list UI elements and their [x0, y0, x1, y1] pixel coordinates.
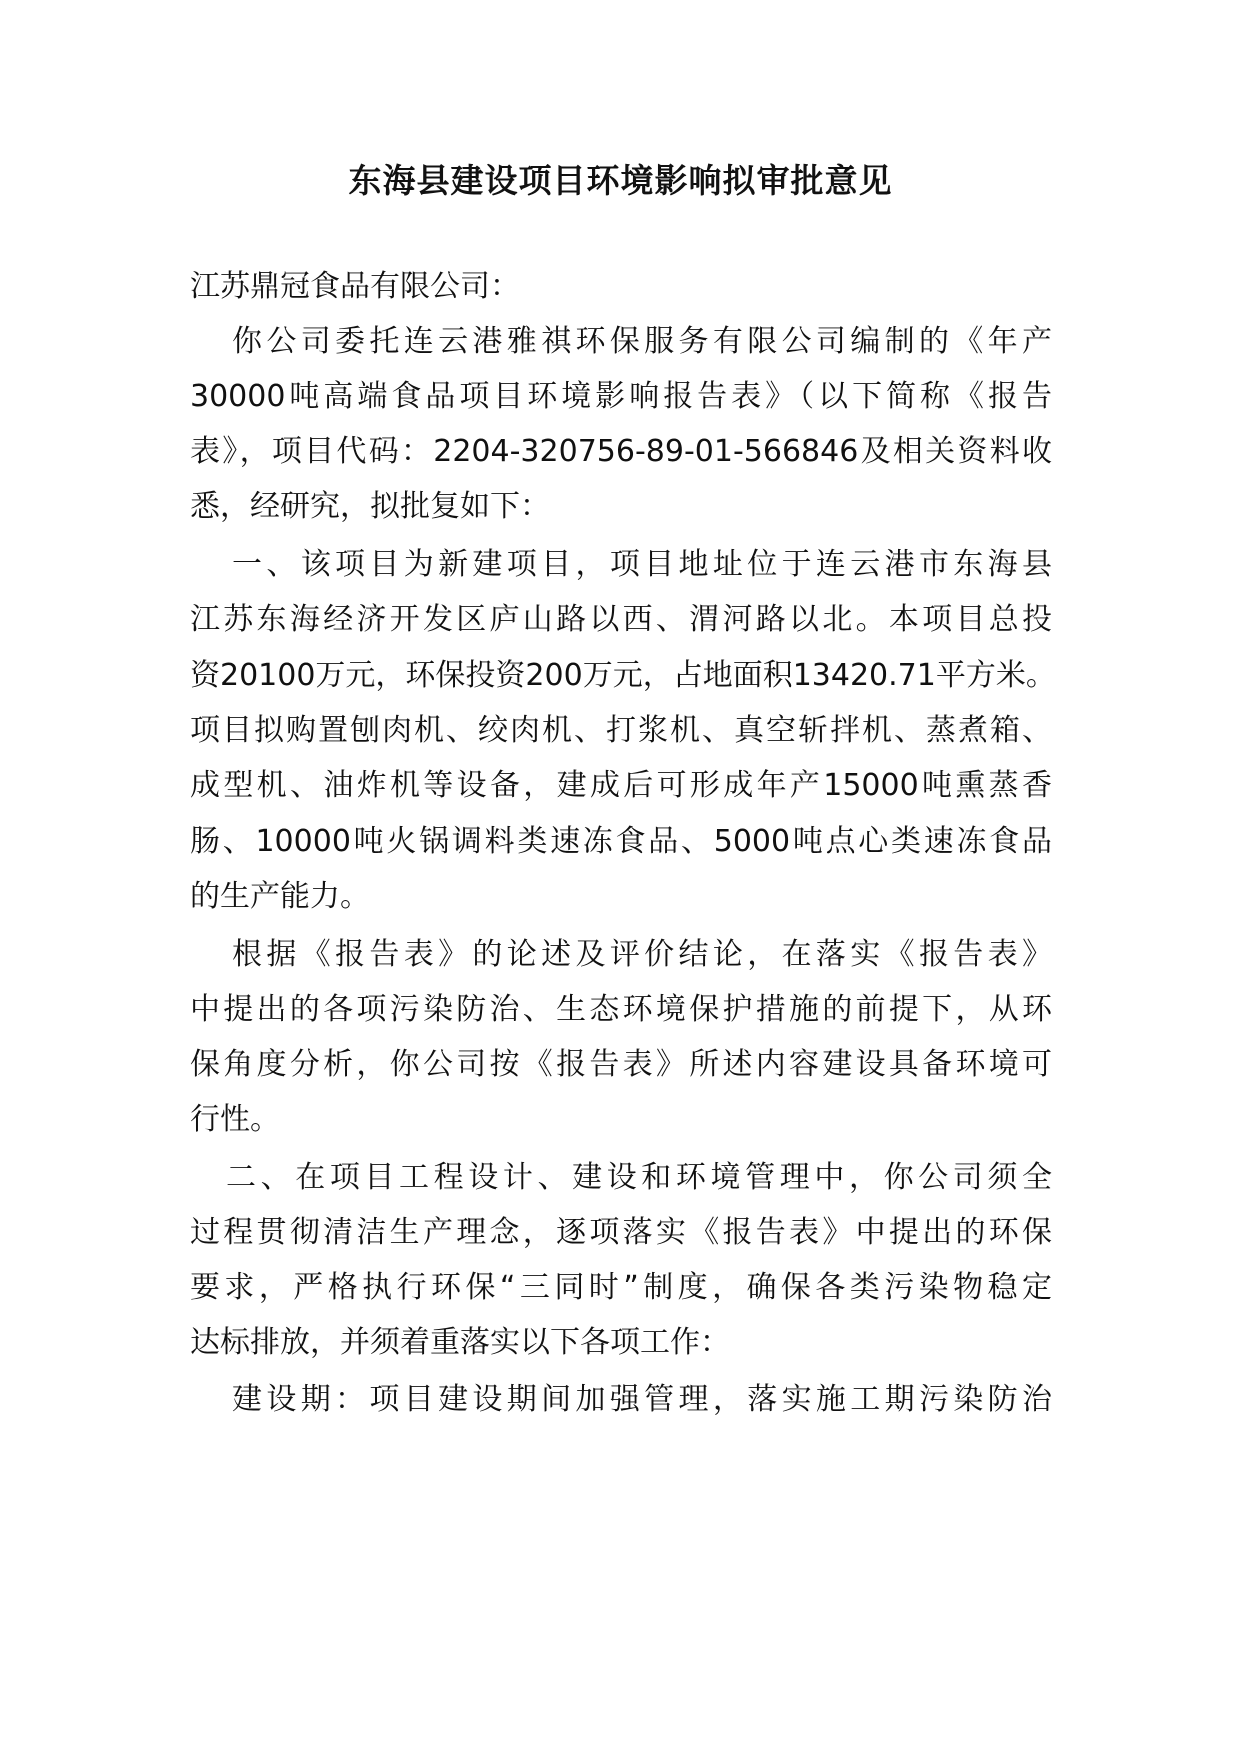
text-line: 根据《报告表》的论述及评价结论，在落实《报告表》 [232, 937, 1052, 972]
text-line: 成型机、油炸机等设备，建成后可形成年产15000吨熏蒸香 [190, 768, 1052, 803]
addressee: 江苏鼎冠食品有限公司： [190, 269, 520, 304]
text-line: 过程贯彻清洁生产理念，逐项落实《报告表》中提出的环保 [190, 1215, 1052, 1250]
document-title: 东海县建设项目环境影响拟审批意见 [348, 161, 893, 200]
text-line: 二、在项目工程设计、建设和环境管理中，你公司须全 [226, 1160, 1052, 1195]
text-line: 表》，项目代码：2204-320756-89-01-566846及相关资料收 [190, 434, 1052, 469]
text-line: 达标排放，并须着重落实以下各项工作： [190, 1325, 730, 1360]
text-line: 一、该项目为新建项目，项目地址位于连云港市东海县 [232, 547, 1052, 582]
text-line: 江苏东海经济开发区庐山路以西、渭河路以北。本项目总投 [190, 602, 1052, 637]
text-line: 肠、10000吨火锅调料类速冻食品、5000吨点心类速冻食品 [190, 824, 1052, 859]
text-line: 建设期：项目建设期间加强管理，落实施工期污染防治 [232, 1382, 1052, 1417]
text-line: 30000吨高端食品项目环境影响报告表》（以下简称《报告 [190, 379, 1052, 414]
text-line: 悉，经研究，拟批复如下： [190, 489, 550, 524]
text-line: 的生产能力。 [190, 879, 370, 914]
text-line: 行性。 [190, 1102, 280, 1137]
text-line: 项目拟购置刨肉机、绞肉机、打浆机、真空斩拌机、蒸煮箱、 [190, 713, 1052, 748]
text-line: 要求，严格执行环保“三同时”制度，确保各类污染物稳定 [190, 1270, 1052, 1305]
text-line: 资20100万元，环保投资200万元，占地面积13420.71平方米。 [190, 658, 1056, 693]
text-line: 中提出的各项污染防治、生态环境保护措施的前提下，从环 [190, 992, 1052, 1027]
text-line: 保角度分析，你公司按《报告表》所述内容建设具备环境可 [190, 1047, 1052, 1082]
text-line: 你公司委托连云港雅祺环保服务有限公司编制的《年产 [232, 324, 1052, 359]
